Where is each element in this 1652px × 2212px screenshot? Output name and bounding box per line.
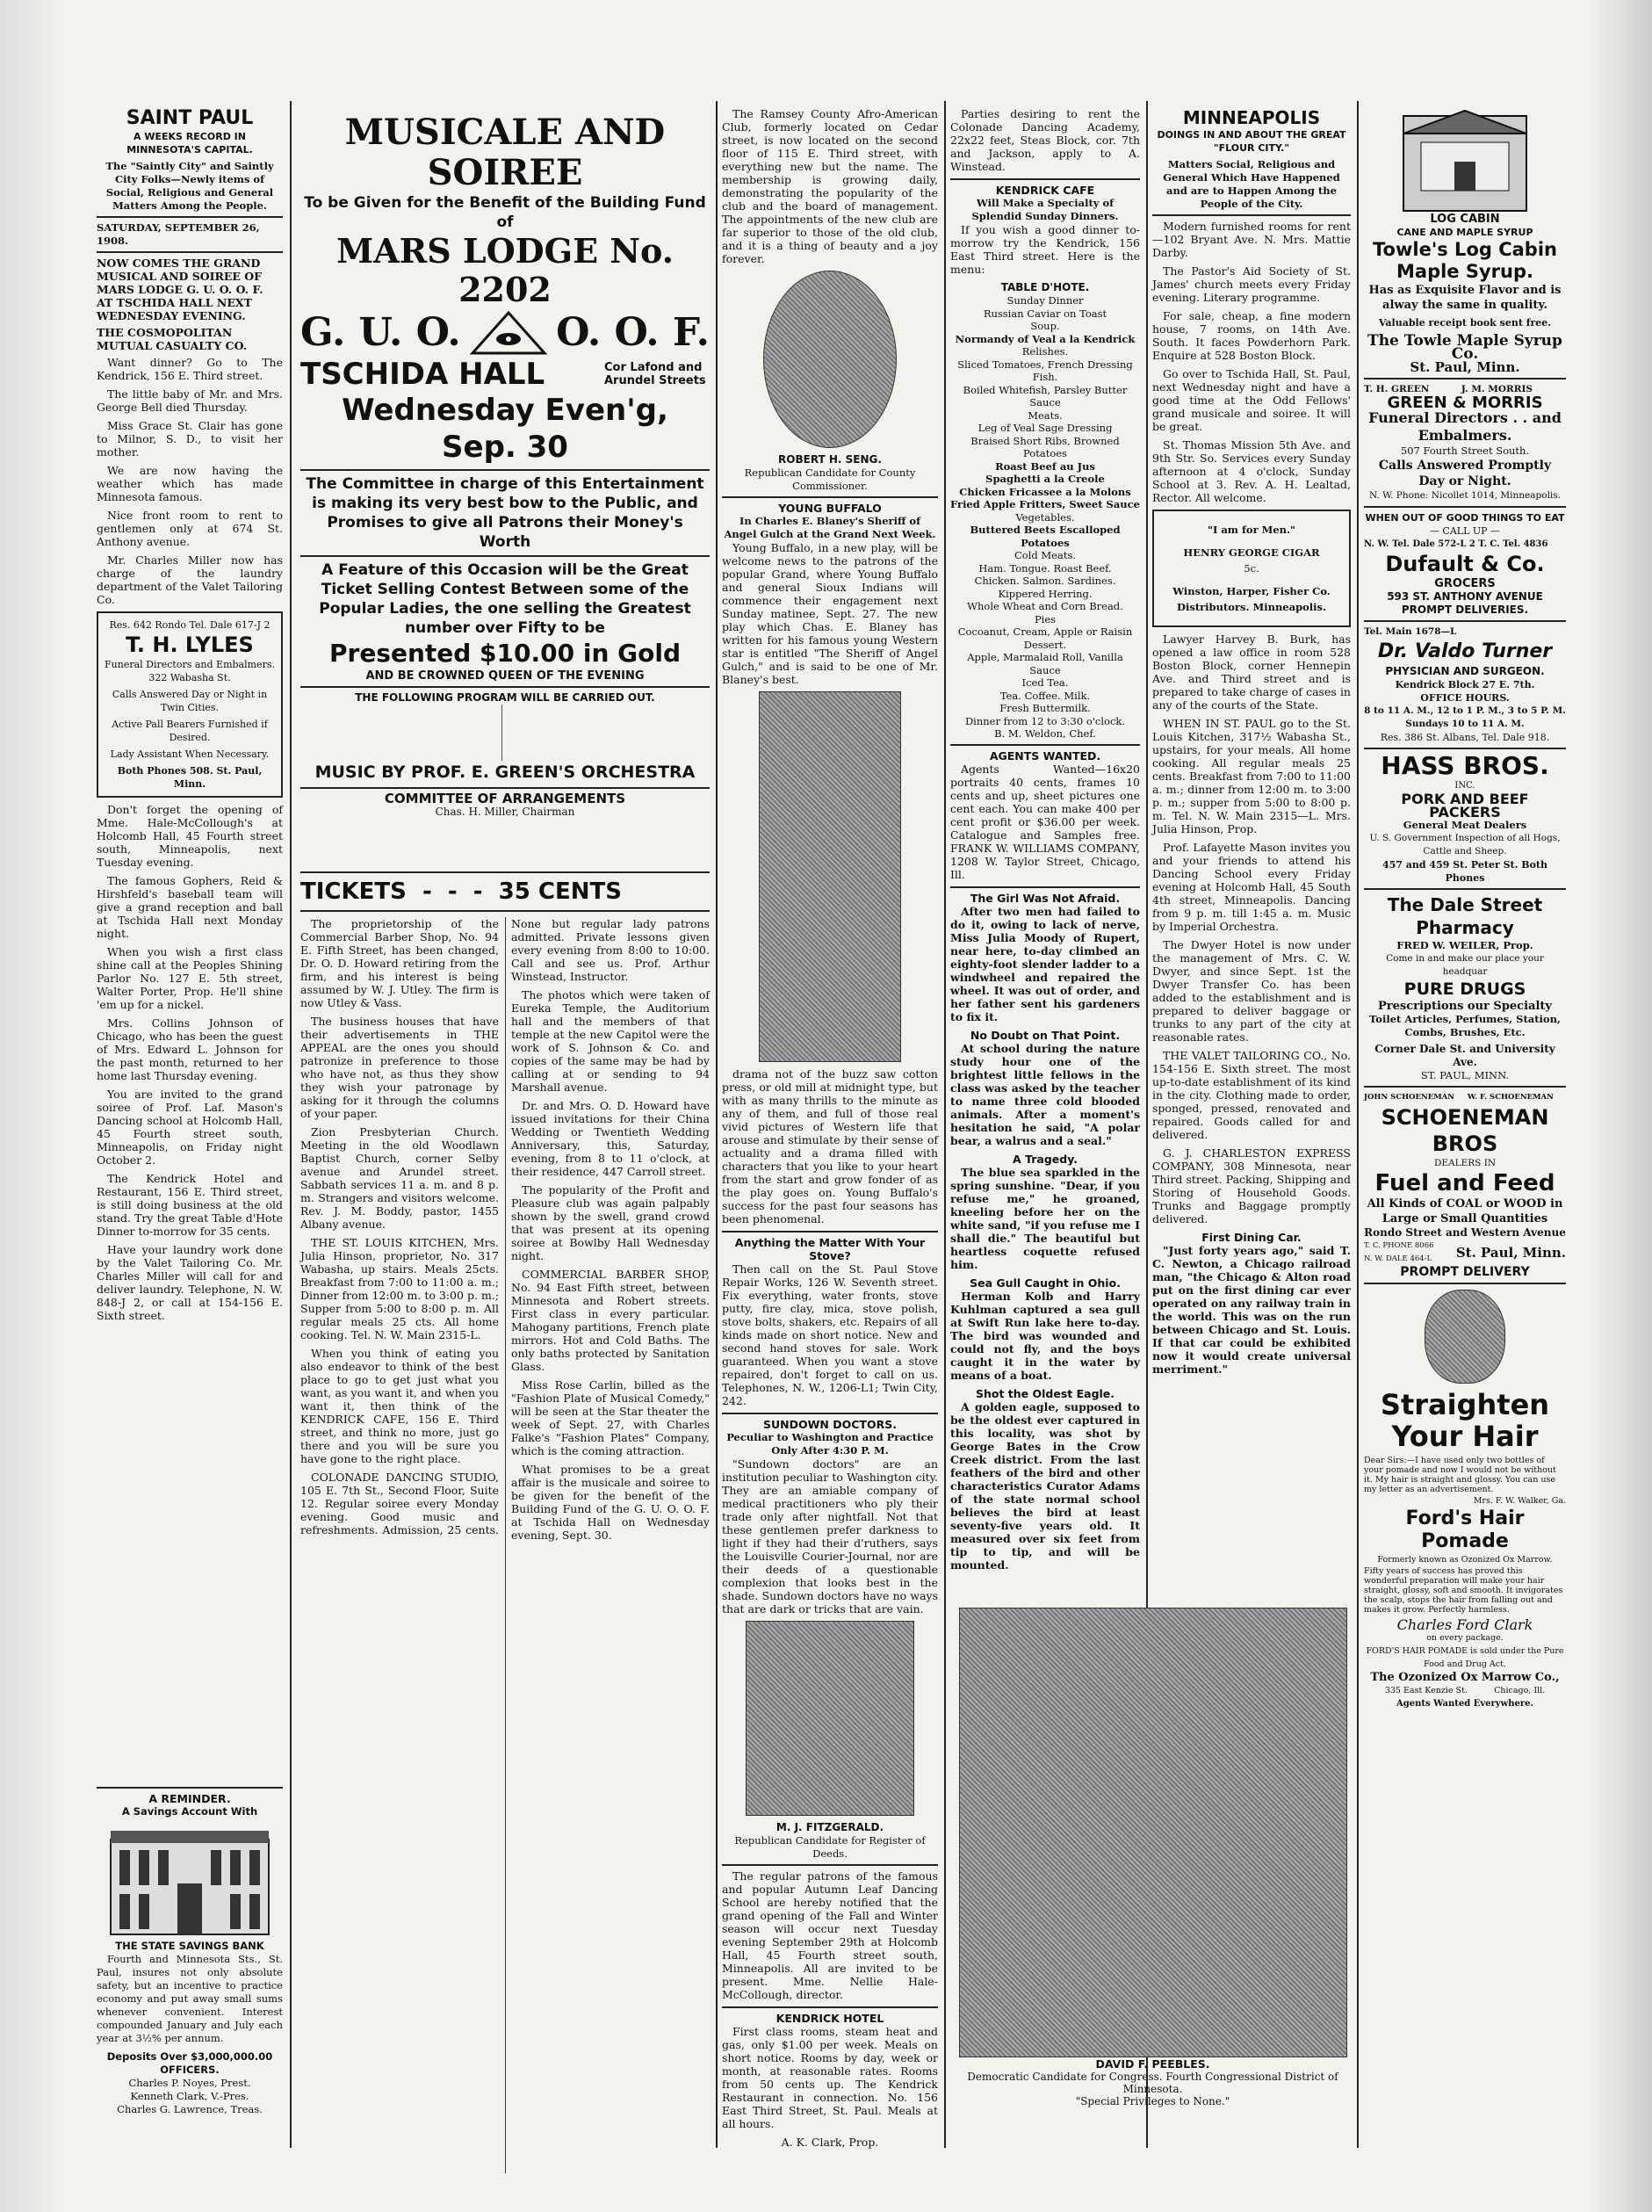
cigar-price: 5c. <box>1244 562 1259 575</box>
tin-sublabel: CANE AND MAPLE SYRUP <box>1396 227 1533 238</box>
turner-residence: Res. 386 St. Albans, Tel. Dale 918. <box>1380 732 1550 743</box>
bank-officer: Charles P. Noyes, Prest. <box>128 2077 251 2089</box>
menu-item: Iced Tea. <box>1021 676 1069 689</box>
lodge-name: MARS LODGE No. 2202 <box>336 231 674 309</box>
news-item: Don't forget the opening of Mme. Hale-McCollough's at Holcomb Hall, 45 Fourth street south, Minneapolis, next Tuesday evening. <box>97 803 283 869</box>
towle-city: St. Paul, Minn. <box>1410 359 1520 375</box>
portrait-caption: Democratic Candidate for Congress. Fourth Congressional District of Minnesota. <box>967 2071 1338 2095</box>
cafe-text: If you wish a good dinner to-morrow try the Kendrick, 156 East Third street. Here is the menu: <box>950 223 1140 276</box>
tin-label: LOG CABIN <box>1430 213 1500 226</box>
menu-item: Buttered Beets Escalloped Potatoes <box>970 524 1121 549</box>
pomade-text: Fifty years of success has proved this wonderful preparation will make your hair straight, glossy, soft and smooth. It invigorates the scalp, stops the hair from falling out and makes it grow. Perfectly harmless. <box>1364 1566 1563 1615</box>
article-body: "Sundown doctors" are an institution peculiar to Washington city. They are an amiable company of medical practitioners who ply their trade only after nightfall. Not that these gentlemen prefer darkness to light if they had their d'ruthers, says the Louisville Courier-Journal, nor are their deeds of a questionable complexion that looks best in the shade. Sundown doctors have no ways that are dark or tricks that are vain. <box>722 1457 938 1616</box>
article-body: drama not of the buzz saw cotton press, or old mill at midnight type, but with as many thrills to the minute as any of them, and full of those real vivid pictures of Western life that arouse and stimulate by their sense of actuality and a drama filled with characters that you like to your heart from the start and grow fonder of as the play goes on. Young Buffalo's success for the past four seasons has been phenomenal. <box>722 1067 938 1225</box>
turner-ad <box>1364 625 1566 744</box>
portrait-caption: Republican Candidate for Register of Deeds. <box>734 1834 926 1860</box>
lyles-line: Lady Assistant When Necessary. <box>110 748 270 760</box>
column-advertisements <box>1364 107 1566 2128</box>
bank-text: Fourth and Minnesota Sts., St. Paul, insures not only absolute safety, but an incentive to practice economy and put away small sums whenever convenient. Interest compounded January and July each year at 3½% per annum. <box>97 1953 283 2044</box>
menu-item: Sliced Tomatoes, French Dressing <box>957 358 1133 371</box>
bank-officers-heading: OFFICERS. <box>160 2064 220 2076</box>
committee-chair: Chas. H. Miller, Chairman <box>435 806 575 818</box>
column-three <box>722 107 938 2149</box>
schoeneman-coal: All Kinds of COAL or WOOD in Large or Small Quantities <box>1367 1197 1563 1225</box>
turner-sunday: Sundays 10 to 11 A. M. <box>1405 719 1525 729</box>
news-item: COMMERCIAL BARBER SHOP, No. 94 East Fifth street, between Minnesota and Robert streets. First class in every particular. Mahogany partitions, French plate mirrors. Hot and Cold Baths. The only baths protected by Sanitation Glass. <box>511 1268 710 1373</box>
log-cabin-tin-illustration <box>1368 107 1562 213</box>
column-rule <box>290 101 292 2148</box>
lyles-line: Funeral Directors and Embalmers. 322 Wabasha St. <box>105 659 275 683</box>
menu-item: Kippered Herring. <box>998 587 1093 600</box>
club-item: The Ramsey County Afro-American Club, formerly located on Cedar street, is now located on the second floor of 115 E. Third street, with everything new but the name. The membership is growing daily, demonstrating the popularity of the club and the board of management. The appointments of the new club are far superior to those of the old club, and it is a thing of beauty and a joy forever. <box>722 107 938 265</box>
article-headline: No Doubt on That Point. <box>970 1028 1121 1042</box>
hall-address: Cor Lafond and Arundel Streets <box>604 361 706 387</box>
news-item: St. Thomas Mission 5th Ave. and 9th Str. So. Services every Sunday afternoon at 4 o'clock, Sunday School at 3. Rev. A. H. Lealtad, Rector. All welcome. <box>1152 438 1351 504</box>
news-item: Zion Presbyterian Church. Meeting in the old Woodlawn Baptist Church, corner Selby avenue and Arundel street. Sabbath services 11 a. m. and 8 p. m. Strangers and visitors welcome. Rev. J. M. Boddy, pastor, 1455 Albany avenue. <box>300 1125 499 1231</box>
portrait-woman <box>1425 1290 1505 1384</box>
column-minneapolis <box>1152 107 1351 1601</box>
portrait-david-peebles <box>959 1608 1347 2057</box>
hair-pomade-ad <box>1364 1290 1566 1710</box>
menu-item: Cold Meats. <box>1014 549 1077 561</box>
bank-name: THE STATE SAVINGS BANK <box>115 1940 264 1952</box>
pharmacy-city: ST. PAUL, MINN. <box>1420 1069 1510 1081</box>
pomade-sub: Formerly known as Ozonized Ox Marrow. <box>1377 1555 1553 1565</box>
schoeneman-dealers: DEALERS IN <box>1433 1158 1497 1168</box>
article-headline: YOUNG BUFFALO <box>778 502 882 515</box>
musicale-title: MUSICALE AND SOIREE <box>344 112 666 193</box>
menu-item: Tea. Coffee. Milk. <box>999 689 1091 702</box>
dufault-ad <box>1364 511 1566 617</box>
lyles-name: T. H. LYLES <box>126 633 254 657</box>
orchestra-credit: MUSIC BY PROF. E. GREEN'S ORCHESTRA <box>314 763 696 782</box>
article-headline: Sea Gull Caught in Ohio. <box>970 1276 1121 1290</box>
news-item: The Dwyer Hotel is now under the management of Mrs. C. W. Dwyer, and since Sept. 1st the Dwyer Transfer Co. has been added to the establishment and is prepared to deliver baggage or trunks to any part of the city at reasonable rates. <box>1152 938 1351 1044</box>
article-headline: KENDRICK HOTEL <box>776 2012 884 2025</box>
reminder-heading: A REMINDER. <box>148 1792 231 1805</box>
news-item: THE VALET TAILORING CO., No. 154-156 E. Sixth street. The most up-to-date establishment of its kind in the city. Clothing made to order, sponged, pressed, renovated and repaired. Goods called for and delivered. <box>1152 1049 1351 1141</box>
article-body: After two men had failed to do it, owing to lack of nerve, Miss Julia Moody of Rupert, near here, to-day climbed an eighty-foot slender ladder to a windwheel and repaired the wheel. It was out of order, and her father sent his gardeners to fix it. <box>950 904 1140 1023</box>
schoeneman-names: JOHN SCHOENEMAN W. F. SCHOENEMAN <box>1364 1093 1554 1102</box>
hass-name: HASS BROS. <box>1381 751 1549 780</box>
all-seeing-eye-emblem <box>469 309 548 357</box>
news-item: Modern furnished rooms for rent—102 Bryant Ave. N. Mrs. Mattie Darby. <box>1152 220 1351 259</box>
article-body: Herman Kolb and Harry Kuhlman captured a sea gull at Swift Run lake here to-day. The bird was wounded and could not fly, and the boys caught it in the water by means of a boat. <box>950 1289 1140 1382</box>
dufault-address: 593 ST. ANTHONY AVENUE <box>1387 590 1543 603</box>
portrait-caption: Republican Candidate for County Commissioner. <box>744 466 916 492</box>
ticket-price: TICKETS - - - 35 CENTS <box>300 878 622 905</box>
article-headline: First Dining Car. <box>1201 1231 1302 1244</box>
column-saint-paul <box>97 107 283 2119</box>
pharmacy-ad <box>1364 893 1566 1082</box>
pharmacy-name: The Dale Street Pharmacy <box>1387 894 1543 938</box>
column-rule <box>944 101 946 2148</box>
news-item: Have your laundry work done by the Valet Tailoring Co. Mr. Charles Miller will call for and deliver laundry. Telephone, N. W. 848-J 2, or call at 154-156 E. Sixth street. <box>97 1243 283 1322</box>
committee-members <box>300 819 710 868</box>
event-date: Wednesday Even'g, Sep. 30 <box>342 393 668 465</box>
turner-hours-heading: OFFICE HOURS. <box>1420 692 1510 704</box>
news-item: Mrs. Collins Johnson of Chicago, who has been the guest of Mrs. Edward L. Johnson for the past month, returned to her home last Thursday evening. <box>97 1016 283 1082</box>
news-item: Prof. Lafayette Mason invites you and your friends to attend his Dancing School every Friday evening at Holcomb Hall, 45 South 4th street, Minneapolis. Dancing from 9 p. m. till 1:45 a. m. Music by Imperial Orchestra. <box>1152 841 1351 933</box>
bank-officer: Charles G. Lawrence, Treas. <box>117 2103 263 2115</box>
turner-name: Dr. Valdo Turner <box>1377 640 1553 662</box>
pharmacy-welcome: Come in and make our place your headquar <box>1386 953 1544 977</box>
lyles-ad <box>97 611 283 798</box>
musicale-ad <box>300 112 710 912</box>
dufault-grocers: GROCERS <box>1434 577 1496 590</box>
section-masthead: SAINT PAUL <box>126 107 254 129</box>
news-item: The popularity of the Profit and Pleasure club was again palpably shown by the swell, grand crowd that was present at its opening soiree at Bowlby Hall Wednesday night. <box>511 1183 710 1262</box>
menu-item: Chicken. Salmon. Sardines. <box>974 575 1116 587</box>
schoeneman-fuel: Fuel and Feed <box>1374 1170 1555 1196</box>
hotel-proprietor: A. K. Clark, Prop. <box>781 2136 879 2149</box>
dufault-top: WHEN OUT OF GOOD THINGS TO EAT <box>1365 512 1565 524</box>
dancing-school-notice: The regular patrons of the famous and popular Autumn Leaf Dancing School are hereby notified that the grand opening of the Fall and Winter season will occur next Tuesday evening September 29th at Holcomb Hall, 45 Fourth street south, Minneapolis. All are invited to be present. Mme. Nellie Hale-McCollough, director. <box>722 1869 938 2001</box>
pharmacy-rx: Prescriptions our Specialty <box>1378 1000 1552 1013</box>
article-body: First class rooms, steam heat and gas, only $1.00 per week. Meals on short notice. Rooms by day, week or month, at reasonable rates. Rooms from 50 cents up. The Kendrick Restaurant in connection. No. 156 East Third Street, St. Paul. Meals at all hours. <box>722 2025 938 2130</box>
article-body: Then call on the St. Paul Stove Repair Works, 126 W. Seventh street. Fix everything, water fronts, stove putty, fire clay, mica, stove polish, stove bolts, shakers, etc. Repairs of all kinds made on short notice. New and second hand stoves for sale. Work guaranteed. When you want a stove repaired, don't forget to call on us. Telephones, N. W., 1206-L1; Twin City, 242. <box>722 1262 938 1407</box>
dufault-call: — CALL UP — <box>1429 525 1501 537</box>
gm-phone: N. W. Phone: Nicollet 1014, Minneapolis. <box>1368 490 1562 501</box>
schoeneman-name: SCHOENEMAN BROS <box>1381 1105 1549 1156</box>
committee-promise: The Committee in charge of this Entertainment is making its very best bow to the Public, and Promises to give all Patrons their Money's Worth <box>306 475 704 551</box>
news-item: THE ST. LOUIS KITCHEN, Mrs. Julia Hinson, proprietor, No. 317 Wabasha, up stairs. Meals 25cts. Breakfast from 7:00 to 11:00 a. m.; Dinner from 12:00 m. to 3:00 p. m.; Supper from 5:00 to 8:00 p. m. All regular meals 25 cts. All home cooking. Tel. N. W. Main 2315-L. <box>300 1236 499 1341</box>
pharmacy-items: Toilet Articles, Perfumes, Station, Combs, Brushes, Etc. <box>1369 1013 1561 1038</box>
dufault-tel: N. W. Tel. Dale 572-L 2 T. C. Tel. 4836 <box>1364 539 1548 549</box>
turner-address: Kendrick Block 27 E. 7th. <box>1395 679 1535 690</box>
article-headline: Shot the Oldest Eagle. <box>975 1386 1115 1400</box>
queen-line: AND BE CROWNED QUEEN OF THE EVENING <box>365 669 645 683</box>
cigar-ad <box>1152 510 1351 627</box>
column-four <box>950 107 1140 1601</box>
column-musicale <box>300 112 710 2124</box>
article-headline: Anything the Matter With Your Stove? <box>734 1236 926 1262</box>
news-item: The Kendrick Hotel and Restaurant, 156 E. Third street, is still doing business at the old stand. Try the great Table d'Hote Dinner to-morrow for 35 cents. <box>97 1172 283 1238</box>
agents-heading: AGENTS WANTED. <box>989 748 1101 763</box>
article-body: A golden eagle, supposed to be the oldest ever captured in this locality, was shot by George Bates in the Crow Creek district. From the last feathers of the bird and other characteristics Curator Adams of the state normal school believes the bird at least seventy-five years old. It measured over six feet from tip to tip, and will be mounted. <box>950 1399 1140 1572</box>
musicale-benefit: To be Given for the Benefit of the Building Fund of <box>304 194 706 231</box>
program-listing <box>300 705 710 761</box>
portrait-name: ROBERT H. SENG. <box>778 453 882 466</box>
news-item: The proprietorship of the Commercial Barber Shop, No. 94 E. Fifth Street, has been changed, Dr. O. D. Howard retiring from the firm, and his interest is being assumed by W. J. Utley. The firm is now Utley & Vass. <box>300 917 499 1009</box>
schoeneman-city: St. Paul, Minn. <box>1455 1244 1566 1261</box>
news-item: COLONADE DANCING STUDIO, 105 E. 7th St., Second Floor, Suite 12. Regular soiree every Monday evening. Good music and refreshments. Admission, 25 cents. None but regular lady patrons admitted. Private lessons given every evening from 8:00 to 10:00. Call and see us. Prof. Arthur Winstead, Instructor. <box>300 917 710 1536</box>
savings-heading: A Savings Account With <box>121 1805 258 1818</box>
menu-item: Relishes. <box>1021 345 1069 358</box>
hass-address: 457 and 459 St. Peter St. Both Phones <box>1382 859 1547 884</box>
gm-text: Funeral Directors . . and Embalmers. <box>1368 409 1562 444</box>
news-item: You are invited to the grand soiree of Prof. Laf. Mason's Dancing school at Holcomb Hall, 45 Fourth street south, Minneapolis, on Friday night October 2. <box>97 1088 283 1167</box>
dufault-deliveries: PROMPT DELIVERIES. <box>1401 604 1529 616</box>
news-item: Mr. Charles Miller now has charge of the laundry department of the Valet Tailoring Co. <box>97 553 283 606</box>
hair-signature: Mrs. F. W. Walker, Ga. <box>1473 1496 1566 1506</box>
news-item: We are now having the weather which has made Minnesota famous. <box>97 464 283 503</box>
menu-item: Dessert. <box>1023 638 1067 651</box>
menu-item: Normandy of Veal a la Kendrick <box>955 332 1136 345</box>
news-item: The Pastor's Aid Society of St. James' church meets every Friday evening. Literary programme. <box>1152 264 1351 304</box>
towle-company: The Towle Maple Syrup Co. <box>1367 332 1562 363</box>
news-item: What promises to be a great affair is the musicale and soiree to be given for the benefit of the Building Fund of the G. U. O. O. F. at Tschida Hall on Wednesday evening, Sept. 30. <box>511 1463 710 1542</box>
schoeneman-delivery: PROMPT DELIVERY <box>1400 1265 1530 1279</box>
news-item: Lawyer Harvey B. Burk, has opened a law office in room 528 Boston Block, corner Hennepin Ave. and Third street and is prepared to take charge of cases in any of the courts of the State. <box>1152 633 1351 712</box>
news-item: Miss Rose Carlin, billed as the "Fashion Plate of Musical Comedy," will be seen at the Star theater the week of Sept. 27, with Charles Falke's "Fashion Plates" Company, which is the coming attraction. <box>511 1378 710 1457</box>
menu-item: Dinner from 12 to 3:30 o'clock. <box>964 714 1126 727</box>
menu-item: B. M. Weldon, Chef. <box>994 727 1096 740</box>
menu-item: Whole Wheat and Corn Bread. <box>967 600 1123 612</box>
section-summary: The "Saintly City" and Saintly City Folks—Newly items of Social, Religious and General Matters Among the People. <box>105 160 274 212</box>
menu-item: Cocoanut, Cream, Apple or Raisin <box>957 625 1133 638</box>
article-headline: The Girl Was Not Afraid. <box>970 891 1121 905</box>
contest-description: A Feature of this Occasion will be the Great Ticket Selling Contest Between some of the Popular Ladies, the one selling the Greatest number over Fifty to be <box>319 561 691 637</box>
news-item: Nice front room to rent to gentlemen only at 674 St. Anthony avenue. <box>97 509 283 548</box>
gm-names: T. H. GREEN J. M. MORRIS <box>1364 384 1533 394</box>
menu-item: Soup. <box>1030 320 1060 332</box>
lyles-line: Both Phones 508. St. Paul, Minn. <box>117 765 263 790</box>
menu-item: Spaghetti a la Creole <box>985 473 1105 485</box>
hass-packers: PORK AND BEEF PACKERS <box>1401 791 1529 820</box>
pomade-signature: Charles Ford Clark <box>1396 1616 1533 1633</box>
pomade-agents: Agents Wanted Everywhere. <box>1396 1699 1533 1709</box>
news-item: The photos which were taken of Eureka Temple, the Auditorium hall and the members of that temple at the new Capitol were the work of S. Johnson & Co. and copies of the same may be had by calling at or sending to 94 Marshall avenue. <box>511 988 710 1094</box>
menu-item: Roast Beef au Jus <box>995 459 1095 473</box>
news-item: When you think of eating you also endeavor to think of the best place to go to get just what you want, as you want it, and when you want it, then think of the KENDRICK CAFE, 156 E. Third street, and think no more, just go there and you will be sure you have gone to the right place. <box>300 1347 499 1465</box>
cigar-slogan: "I am for Men." <box>1207 524 1296 536</box>
bank-deposits: Deposits Over $3,000,000.00 <box>106 2050 273 2063</box>
order-initials: G. U. O. <box>300 310 461 355</box>
gold-prize: Presented $10.00 in Gold <box>328 639 681 668</box>
menu-item: Fried Apple Fritters, Sweet Sauce <box>950 498 1140 510</box>
cigar-name: HENRY GEORGE CIGAR <box>1183 546 1320 559</box>
casualty-heading: THE COSMOPOLITAN MUTUAL CASUALTY CO. <box>97 326 248 352</box>
pharmacy-prop: FRED W. WEILER, Prop. <box>1396 939 1533 951</box>
news-item: Dr. and Mrs. O. D. Howard have issued invitations for their China Wedding or Twentieth Wedding Anniversary, this, Saturday, evening, from 8 to 11 o'clock, at their residence, 447 Carroll street. <box>511 1099 710 1178</box>
section-subhead: DOINGS IN AND ABOUT THE GREAT "FLOUR CITY." <box>1157 129 1346 154</box>
program-heading: THE FOLLOWING PROGRAM WILL BE CARRIED OUT. <box>355 691 655 704</box>
lyles-line: Active Pall Bearers Furnished if Desired. <box>112 719 268 743</box>
hass-inc: INC. <box>1454 781 1475 791</box>
committee-heading: COMMITTEE OF ARRANGEMENTS <box>384 791 626 806</box>
column-rule <box>1357 101 1359 2148</box>
cigar-distributor-city: Distributors. Minneapolis. <box>1177 601 1326 613</box>
photo-young-buffalo <box>759 691 901 1062</box>
schoeneman-ad <box>1364 1091 1566 1279</box>
menu-item: Fresh Buttermilk. <box>999 702 1091 714</box>
schoeneman-phone: T. C. PHONE 8066 N. W. DALE 464-L <box>1364 1241 1434 1263</box>
portrait-name: DAVID F. PEEBLES. <box>1095 2057 1210 2071</box>
hass-inspection: U. S. Government Inspection of all Hogs, Cattle and Sheep. <box>1369 833 1561 857</box>
pharmacy-address: Corner Dale St. and University Ave. <box>1374 1043 1555 1068</box>
news-item: The famous Gophers, Reid & Hirshfeld's baseball team will give a grand reception and ball at Tschida Hall next Monday night. <box>97 874 283 940</box>
portrait-slogan: "Special Privileges to None." <box>1075 2095 1230 2107</box>
pomade-address: 335 East Kenzie St. Chicago, Ill. <box>1384 1686 1546 1695</box>
article-body: "Just forty years ago," said T. C. Newton, a Chicago railroad man, "the Chicago & Alton road put on the first dining car ever operated on any railway train in the world. This was on the run between Chicago and St. Louis. If that car could be exhibited now it would create universal merriment." <box>1152 1244 1351 1376</box>
news-item: Miss Grace St. Clair has gone to Milnor, S. D., to visit her mother. <box>97 419 283 459</box>
dufault-name: Dufault & Co. <box>1385 552 1545 576</box>
dateline: SATURDAY, SEPTEMBER 26, 1908. <box>97 221 260 247</box>
menu-item: Leg of Veal Sage Dressing <box>977 422 1113 434</box>
menu-item: Boiled Whitefish, Parsley Butter Sauce <box>963 383 1128 408</box>
towle-ad <box>1364 107 1566 374</box>
gm-address: 507 Fourth Street South. <box>1400 445 1530 457</box>
cigar-distributor: Winston, Harper, Fisher Co. <box>1172 585 1331 597</box>
menu-heading: TABLE D'HOTE. <box>1000 281 1090 293</box>
menu-item: Ham. Tongue. Roast Beef. <box>978 561 1112 575</box>
menu-item: Braised Short Ribs, Browned Potatoes <box>970 434 1120 459</box>
news-item: When you wish a first class shine call at the Peoples Shining Parlor No. 127 E. 5th street, Walter Porter, Prop. He'll shine 'em up for a nickel. <box>97 945 283 1011</box>
news-item: The business houses that have their advertisements in THE APPEAL are the ones you should patronize in preference to those who have not, as thus they show they wish your patronage by asking for it through the columns of your paper. <box>300 1015 499 1120</box>
news-item: The little baby of Mr. and Mrs. George Bell died Thursday. <box>97 387 283 414</box>
pomade-premium: FORD'S HAIR POMADE is sold under the Pure Food and Drug Act. <box>1366 1646 1564 1669</box>
article-body: The blue sea sparkled in the spring sunshine. "Dear, if you refuse me," he groaned, kneeling before her on the white sand, "if you refuse me I shall die." The beautiful but heartless coquette refused him. <box>950 1165 1140 1271</box>
hair-headline: Straighten Your Hair <box>1380 1388 1550 1453</box>
lyles-phone: Res. 642 Rondo Tel. Dale 617-J 2 <box>109 619 271 631</box>
article-subhead: In Charles E. Blaney's Sheriff of Angel Gulch at the Grand Next Week. <box>724 515 936 540</box>
menu-item: Sunday Dinner <box>1006 294 1084 307</box>
menu-item: Chicken Fricassee a la Molons <box>959 485 1131 498</box>
portrait-fitzgerald <box>746 1621 914 1816</box>
article-headline: SUNDOWN DOCTORS. <box>763 1418 897 1431</box>
column-rule <box>716 101 718 2148</box>
pomade-company: The Ozonized Ox Marrow Co., <box>1370 1671 1560 1684</box>
local-items-twocolumn <box>300 917 710 2173</box>
scan-margin-left <box>0 0 61 2212</box>
gm-headline: GREEN & MORRIS <box>1387 394 1543 412</box>
scan-margin-right <box>1590 0 1652 2212</box>
section-subhead: A WEEKS RECORD IN MINNESOTA'S CAPITAL. <box>126 131 253 155</box>
portrait-robert-seng <box>763 271 897 448</box>
peebles-block <box>953 1608 1353 2135</box>
towle-text: Has as Exquisite Flavor and is alway the same in quality. <box>1368 284 1562 312</box>
order-initials: O. O. F. <box>556 310 710 355</box>
towle-receipt: Valuable receipt book sent free. <box>1378 317 1552 329</box>
news-item: Want dinner? Go to The Kendrick, 156 E. Third street. <box>97 356 283 382</box>
hass-general: General Meat Dealers <box>1403 819 1527 831</box>
pomade-signature-note: on every package. <box>1426 1633 1504 1643</box>
bank-officer: Kenneth Clark, V.-Pres. <box>130 2090 249 2102</box>
schoeneman-address: Rondo Street and Western Avenue <box>1364 1226 1566 1239</box>
turner-hours: 8 to 11 A. M., 12 to 1 P. M., 3 to 5 P. M. <box>1364 705 1566 716</box>
news-item: WHEN IN ST. PAUL go to the St. Louis Kitchen, 317½ Wabasha St., upstairs, for your meals. All home cooking. All regular meals 25 cents. Breakfast from 7:00 to 11:00 a. m.; dinner from 12:00 m. to 3:00 p. m.; supper from 5:00 to 8:00 p. m. Tel. N. W. Main 2315—L. Mrs. Julia Hinson, Prop. <box>1152 717 1351 835</box>
menu-item: Russian Caviar on Toast <box>983 307 1107 320</box>
towle-headline: Towle's Log Cabin Maple Syrup. <box>1373 239 1557 282</box>
turner-title: PHYSICIAN AND SURGEON. <box>1385 665 1545 677</box>
section-masthead: MINNEAPOLIS <box>1182 107 1321 128</box>
hall-name: TSCHIDA HALL <box>300 357 545 392</box>
agents-text: Agents Wanted—16x20 portraits 40 cents, frames 10 cents and up, sheet pictures one cent each. You can make 400 per cent profit or $36.00 per week. Catalogue and Samples free. FRANK W. WILLIAMS COMPANY, 1208 W. Taylor Street, Chicago, Ill. <box>950 762 1140 881</box>
article-headline: A Tragedy. <box>1013 1152 1078 1166</box>
menu-item: Vegetables. <box>1015 510 1075 524</box>
article-body: At school during the nature study hour one of the brightest little fellows in the class was asked by the teacher to name three cold blooded animals. After a moment's hesitation he said, "A polar bear, a walrus and a seal." <box>950 1041 1140 1147</box>
hass-ad <box>1364 753 1566 885</box>
cafe-heading: KENDRICK CAFE <box>995 184 1095 197</box>
menu-item: Pies <box>1034 612 1057 625</box>
cafe-subhead: Will Make a Specialty of Splendid Sunday Dinners. <box>971 197 1119 222</box>
news-item: G. J. CHARLESTON EXPRESS COMPANY, 308 Minnesota, near Third street. Packing, Shipping and Storing of Household Goods. Trunks and Baggage promptly delivered. <box>1152 1146 1351 1225</box>
turner-tel: Tel. Main 1678—L <box>1364 626 1457 637</box>
menu-item: Fish. <box>1032 371 1058 383</box>
hair-testimonial: Dear Sirs:—I have used only two bottles of your pomade and now I would not be without it. My hair is straight and glossy. You can use my letter as an advertisement. <box>1364 1456 1556 1494</box>
pharmacy-drugs: PURE DRUGS <box>1403 979 1526 999</box>
news-item: Go over to Tschida Hall, St. Paul, next Wednesday night and have a good time at the Odd Fellows' grand musicale and soiree. It will be great. <box>1152 367 1351 433</box>
lyles-line: Calls Answered Day or Night in Twin Cities. <box>112 689 268 713</box>
gm-calls: Calls Answered Promptly Day or Night. <box>1378 459 1552 488</box>
menu-item: Meats. <box>1028 408 1063 422</box>
bank-building-illustration <box>102 1822 278 1936</box>
news-item: Parties desiring to rent the Colonade Dancing Academy, 22x22 feet, Steas Block, cor. 7th and Jackson, apply to A. Winstead. <box>950 107 1140 173</box>
news-item: For sale, cheap, a fine modern house, 7 rooms, on 14th Ave. South. It faces Powderhorn Park. Enquire at 528 Boston Block. <box>1152 309 1351 362</box>
green-morris-ad <box>1364 383 1566 502</box>
menu-list <box>950 294 1140 741</box>
section-summary: Matters Social, Religious and General Which Have Happened and are to Happen Among the People of the City. <box>1163 158 1340 210</box>
article-body: Young Buffalo, in a new play, will be welcome news to the patrons of the popular Grand, where Young Buffalo and general Sioux Indians will commence their engagement next Sunday matinee, Sept. 27. The new play which Chas. E. Blaney has written for his famous young Western star is entitled "The Sheriff of Angel Gulch," and is said to be one of Mr. Blaney's best. <box>722 541 938 686</box>
lead-headline: NOW COMES THE GRAND MUSICAL AND SOIREE OF MARS LODGE G. U. O. O. F. AT TSCHIDA HALL NEXT WEDNESDAY EVENING. <box>97 257 263 322</box>
portrait-name: M. J. FITZGERALD. <box>776 1821 884 1833</box>
article-subhead: Peculiar to Washington and Practice Only After 4:30 P. M. <box>726 1431 934 1457</box>
pomade-name: Ford's Hair Pomade <box>1405 1507 1525 1552</box>
menu-item: Apple, Marmalaid Roll, Vanilla Sauce <box>967 651 1123 676</box>
